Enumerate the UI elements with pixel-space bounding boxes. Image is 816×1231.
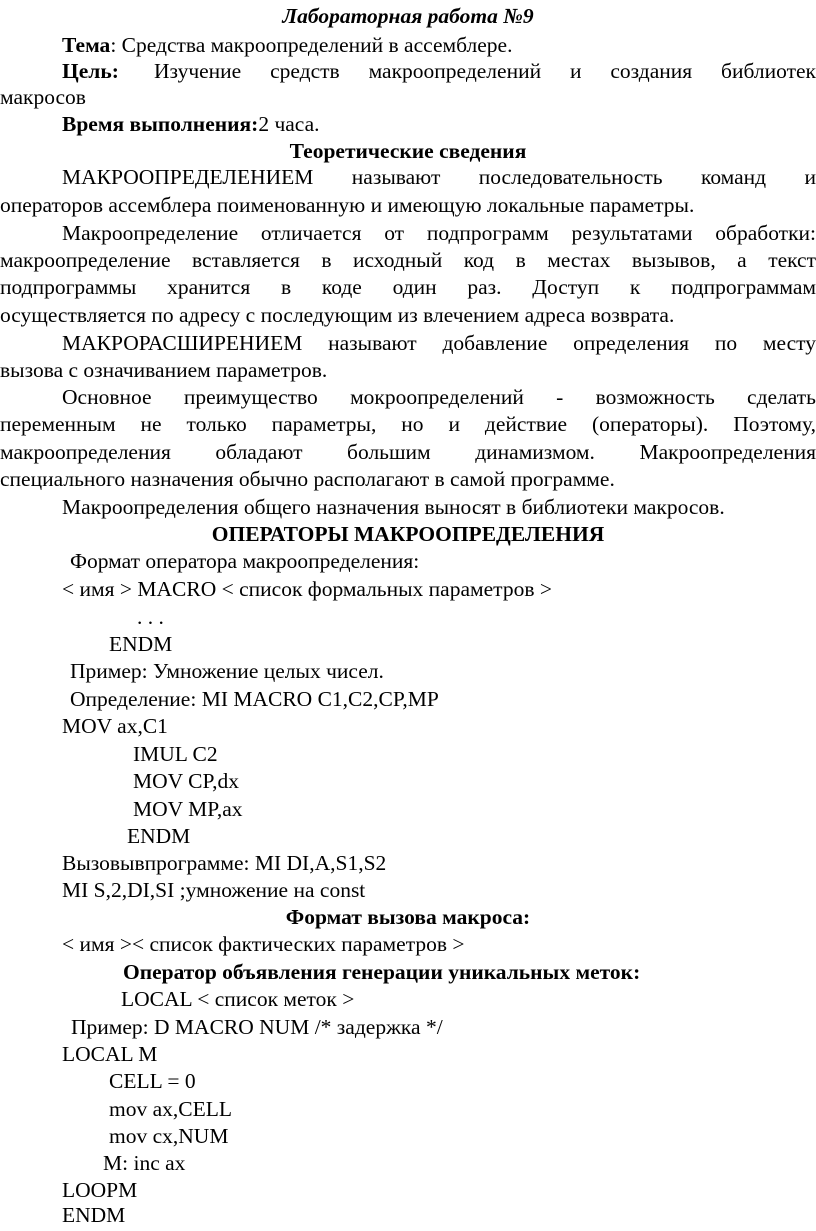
theory-line: макроопределение вставляется в исходный код в местах вызывов, а текст bbox=[0, 248, 816, 272]
theory-line: подпрограммы хранится в коде один раз. Доступ к подпрограммам bbox=[0, 275, 816, 299]
call-format-line: < имя >< список фактических параметров > bbox=[62, 932, 465, 956]
theory-line: макроопределения обладают большим динамизмом. Макроопределения bbox=[0, 440, 816, 464]
code-line: ENDM bbox=[62, 1203, 126, 1227]
operator-line: Формат оператора макроопределения: bbox=[70, 549, 420, 573]
code-line: mov cx,NUM bbox=[109, 1124, 229, 1148]
code-line: M: inc ax bbox=[103, 1151, 186, 1175]
code-line: MOV ax,C1 bbox=[62, 714, 168, 738]
local-line: LOCAL < список меток > bbox=[121, 987, 355, 1011]
code-line: LOOPM bbox=[62, 1178, 138, 1202]
local-line: Пример: D MACRO NUM /* задержка */ bbox=[71, 1015, 443, 1039]
topic-line bbox=[62, 31, 816, 60]
operator-line: Определение: MI MACRO C1,C2,CP,MP bbox=[70, 687, 439, 711]
code-line: IMUL C2 bbox=[133, 742, 218, 766]
code-line: MOV CP,dx bbox=[133, 769, 239, 793]
goal-continuation: макросов bbox=[0, 85, 86, 109]
goal-label: Цель: bbox=[62, 59, 119, 83]
operator-line: < имя > MACRO < список формальных параметров > bbox=[62, 577, 552, 601]
local-heading: Оператор объявления генерации уникальных меток: bbox=[123, 960, 641, 984]
goal-text: Изучение средств макроопределений и создания библиотек bbox=[154, 59, 816, 83]
theory-line: Макроопределения общего назначения выносят в библиотеки макросов. bbox=[62, 495, 725, 519]
operator-line: ENDM bbox=[109, 632, 173, 656]
code-line: mov ax,CELL bbox=[109, 1097, 233, 1121]
time-line bbox=[62, 110, 816, 139]
topic-label: Тема bbox=[62, 33, 111, 57]
theory-line: Основное преимущество мокроопределений - возможность сделать bbox=[62, 385, 816, 409]
time-label: Время выполнения: bbox=[62, 112, 259, 136]
theory-line: вызова с означиванием параметров. bbox=[0, 358, 328, 382]
code-line: ENDM bbox=[127, 824, 191, 848]
code-line: CELL = 0 bbox=[109, 1069, 196, 1093]
time-value: 2 часа. bbox=[258, 112, 320, 136]
theory-line: специального назначения обычно располагают в самой программе. bbox=[0, 467, 615, 491]
operator-line: Пример: Умножение целых чисел. bbox=[70, 659, 384, 683]
operator-line: . . . bbox=[137, 605, 164, 629]
theory-line: МАКРОРАСШИРЕНИЕМ называют добавление определения по месту bbox=[62, 331, 816, 355]
call-format-heading: Формат вызова макроса: bbox=[285, 905, 531, 929]
code-line: MOV MP,ax bbox=[133, 797, 243, 821]
goal-line bbox=[62, 57, 816, 86]
theory-heading: Теоретические сведения bbox=[289, 139, 527, 163]
theory-line: операторов ассемблера поименованную и имеющую локальные параметры. bbox=[0, 193, 695, 217]
document-title: Лабораторная работа №9 bbox=[282, 4, 534, 28]
code-line: MI S,2,DI,SI ;умножение на const bbox=[62, 878, 366, 902]
theory-line: осуществляется по адресу с последующим из влечением адреса возврата. bbox=[0, 303, 675, 327]
theory-line: Макроопределение отличается от подпрограмм результатами обработки: bbox=[62, 221, 816, 245]
code-line: LOCAL M bbox=[62, 1042, 158, 1066]
theory-line: переменным не только параметры, но и действие (операторы). Поэтому, bbox=[0, 412, 816, 436]
operator-line: Вызовывпрограмме: MI DI,A,S1,S2 bbox=[62, 851, 387, 875]
theory-line: МАКРООПРЕДЕЛЕНИЕМ называют последовательность команд и bbox=[62, 165, 816, 189]
topic-text: : Средства макроопределений в ассемблере. bbox=[110, 33, 513, 57]
operators-heading: ОПЕРАТОРЫ МАКРООПРЕДЕЛЕНИЯ bbox=[211, 522, 605, 546]
